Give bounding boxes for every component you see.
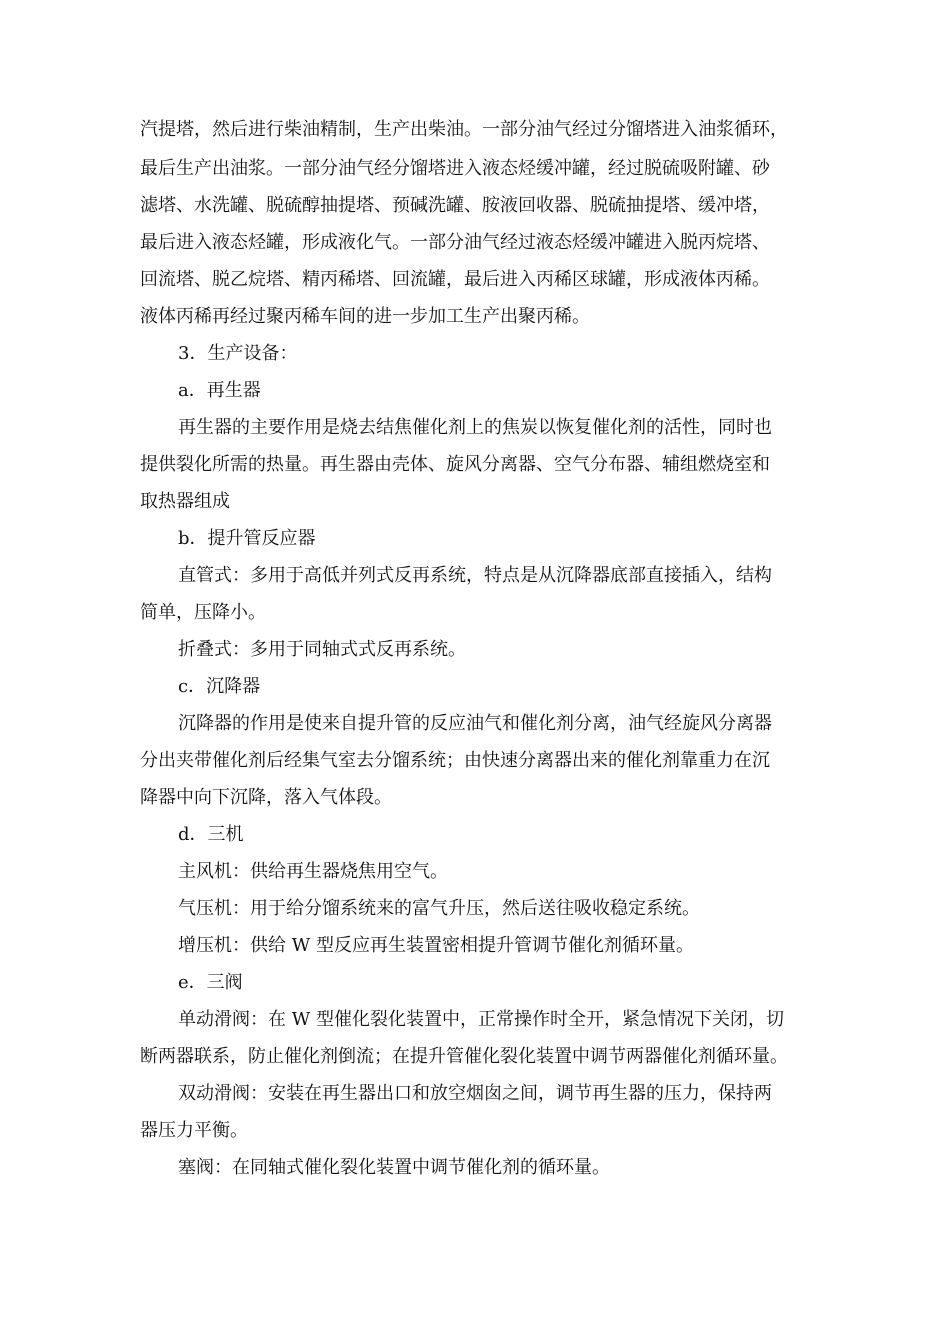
paragraph-text: 增压机：供给 W 型反应再生装置密相提升管调节催化剂循环量。 xyxy=(178,935,694,956)
subsection-heading: c．沉降器 xyxy=(178,676,261,697)
paragraph-text: 分出夹带催化剂后经集气室去分馏系统；由快速分离器出来的催化剂靠重力在沉 xyxy=(140,750,770,771)
paragraph-text: 降器中向下沉降，落入气体段。 xyxy=(140,787,392,808)
paragraph-text: 取热器组成 xyxy=(140,491,230,512)
paragraph-text: 断两器联系，防止催化剂倒流；在提升管催化裂化装置中调节两器催化剂循环量。 xyxy=(140,1046,788,1067)
paragraph-text: 汽提塔，然后进行柴油精制，生产出柴油。一部分油气经过分馏塔进入油浆循环， xyxy=(140,119,788,140)
paragraph-text: 气压机：用于给分馏系统来的富气升压，然后送往吸收稳定系统。 xyxy=(178,898,700,919)
paragraph-text: 提供裂化所需的热量。再生器由壳体、旋风分离器、空气分布器、辅组燃烧室和 xyxy=(140,454,770,475)
paragraph-text: 塞阀：在同轴式催化裂化装置中调节催化剂的循环量。 xyxy=(178,1157,610,1178)
paragraph-text: 主风机：供给再生器烧焦用空气。 xyxy=(178,861,448,882)
paragraph-text: 折叠式：多用于同轴式式反再系统。 xyxy=(178,639,466,660)
paragraph-text: 双动滑阀：安装在再生器出口和放空烟囱之间，调节再生器的压力，保持两 xyxy=(178,1083,772,1104)
paragraph-text: 单动滑阀：在 W 型催化裂化装置中，正常操作时全开，紧急情况下关闭，切 xyxy=(178,1009,784,1030)
section-heading: 3．生产设备： xyxy=(178,343,298,364)
paragraph-text: 液体丙稀再经过聚丙稀车间的进一步加工生产出聚丙稀。 xyxy=(140,306,590,327)
paragraph-text: 沉降器的作用是使来自提升管的反应油气和催化剂分离，油气经旋风分离器 xyxy=(178,713,772,734)
paragraph-text: 回流塔、脱乙烷塔、精丙稀塔、回流罐，最后进入丙稀区球罐，形成液体丙稀。 xyxy=(140,269,770,290)
subsection-heading: a．再生器 xyxy=(178,380,261,401)
subsection-heading: b．提升管反应器 xyxy=(178,528,316,549)
subsection-heading: d．三机 xyxy=(178,824,244,845)
paragraph-text: 直管式：多用于高低并列式反再系统，特点是从沉降器底部直接插入，结构 xyxy=(178,565,772,586)
subsection-heading: e．三阀 xyxy=(178,972,243,993)
paragraph-text: 最后生产出油浆。一部分油气经分馏塔进入液态烃缓冲罐，经过脱硫吸附罐、砂 xyxy=(140,158,770,179)
paragraph-text: 简单，压降小。 xyxy=(140,602,266,623)
paragraph-text: 器压力平衡。 xyxy=(140,1120,248,1141)
paragraph-text: 滤塔、水洗罐、脱硫醇抽提塔、预碱洗罐、胺液回收器、脱硫抽提塔、缓冲塔， xyxy=(140,195,770,216)
paragraph-text: 最后进入液态烃罐，形成液化气。一部分油气经过液态烃缓冲罐进入脱丙烷塔、 xyxy=(140,232,770,253)
paragraph-text: 再生器的主要作用是烧去结焦催化剂上的焦炭以恢复催化剂的活性，同时也 xyxy=(178,417,772,438)
